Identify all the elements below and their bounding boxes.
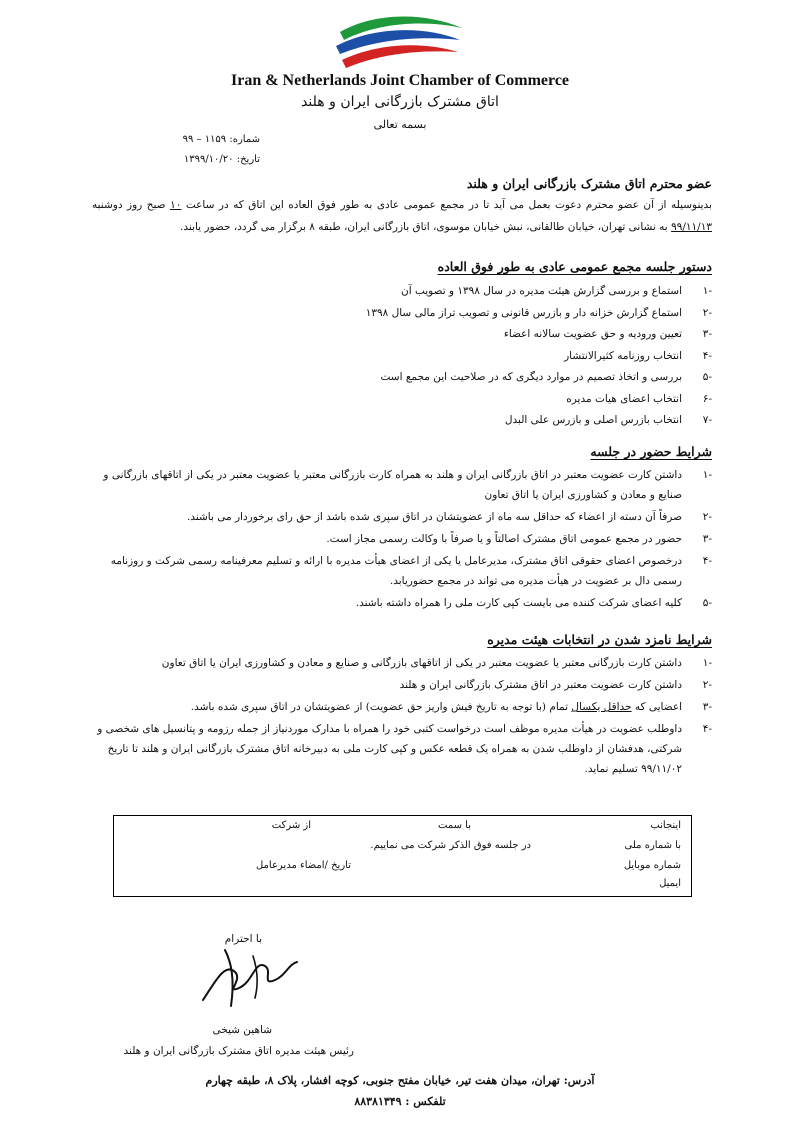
item-number: -۱ [702, 657, 712, 669]
list-item [82, 281, 712, 303]
form-undersigned-label: اینجانب [650, 820, 681, 831]
item-text: کلیه اعضای شرکت کننده می بایست کپی کارت ملی را همراه داشته باشند. [355, 597, 682, 609]
list-item [82, 719, 712, 779]
list-item [82, 653, 712, 673]
item-text: حضور در مجمع عمومی اتاق مشترک اصالتاً و یا صرفاً با وکالت رسمی مجاز است. [326, 533, 682, 545]
item-number: -۴ [702, 723, 712, 735]
item-number: -۵ [702, 371, 712, 383]
item-text: داشتن کارت عضویت معتبر در اتاق بازرگانی ایران و هلند به همراه کارت بازرگانی معتبر یا عضویت معتبر در یکی از اتاقهای بازرگانی و صنایع و معادن و کشاورزی ایران یا اتاق تعاون [103, 469, 682, 501]
list-item [82, 593, 712, 613]
list-item [82, 551, 712, 591]
list-item [82, 465, 712, 505]
item-text: داوطلب عضویت در هیأت مدیره موظف است درخواست کتبی خود را همراه با مدارک موردنیاز از جمله رزومه و پتانسیل های شخصی و شرکتی، هدفشان از داوطلب شدن به همراه یک قطعه عکس و کپی کارت ملی به دبیرخانه اتاق مشترک بازرگانی ایران و هلند تا تاریخ ۹۹/۱۱/۰۲ تسلیم نماید. [97, 723, 682, 775]
agenda-title: دستور جلسه مجمع عمومی عادی به طور فوق العاده [437, 259, 712, 274]
list-item [82, 697, 712, 717]
list-item [82, 389, 712, 411]
letter-date: تاریخ: ۱۳۹۹/۱۰/۲۰ [183, 154, 260, 165]
form-email-label: ایمیل [659, 878, 681, 889]
item-text-after: تمام (با توجه به تاریخ فیش واریز حق عضویت) از عضویتشان در اتاق سپری شده باشد. [190, 701, 572, 713]
item-text: استماع و بررسی گزارش هیئت مدیره در سال ۱۳۹۸ و تصویب آن [400, 285, 682, 297]
item-number: -۶ [702, 392, 712, 405]
item-number: -۵ [702, 597, 712, 609]
item-number: -۴ [702, 349, 712, 362]
chamber-logo-icon [330, 10, 470, 70]
item-text: انتخاب روزنامه کثیرالانتشار [564, 349, 682, 362]
intro-part3: به نشانی تهران، خیابان طالقانی، نبش خیابان موسوی، اتاق بازرگانی ایران، طبقه ۸ برگزار می گردد، حضور یابند. [180, 221, 672, 233]
intro-paragraph [92, 194, 712, 238]
item-text-before: اعضایی که [631, 701, 682, 713]
greeting: عضو محترم اتاق مشترک بازرگانی ایران و هلند [466, 176, 712, 191]
intro-part1: بدینوسیله از آن عضو محترم دعوت بعمل می آید تا در مجمع عمومی عادی به طور فوق العاده این اتاق که در ساعت [181, 199, 712, 211]
nomination-list [82, 653, 712, 779]
participation-form-box [113, 815, 692, 897]
signer-name: شاهین شیخی [212, 1024, 272, 1036]
item-text: صرفاً آن دسته از اعضاء که حداقل سه ماه از عضویتشان در اتاق سپری شده باشد از حق رای برخوردار می باشند. [186, 511, 682, 523]
item-text-underlined: حداقل یکسال [571, 701, 632, 713]
form-attend-text: در جلسه فوق الذکر شرکت می نماییم. [370, 840, 531, 851]
list-item [82, 303, 712, 325]
form-company-label: از شرکت [271, 820, 311, 831]
intro-hour: ۱۰ [170, 199, 182, 211]
item-text: داشتن کارت عضویت معتبر در اتاق مشترک بازرگانی ایران و هلند [399, 679, 682, 691]
closing-regards: با احترام [224, 933, 262, 945]
item-text: انتخاب بازرس اصلی و بازرس علی البدل [504, 414, 682, 426]
list-item [82, 675, 712, 695]
item-text: داشتن کارت بازرگانی معتبر یا عضویت معتبر در یکی از اتاقهای بازرگانی و صنایع و معادن و کشاورزی ایران یا اتاق تعاون [161, 657, 682, 669]
item-number: -۳ [702, 328, 712, 340]
item-number: -۳ [702, 533, 712, 545]
item-number: -۲ [702, 511, 712, 523]
intro-part2: صبح روز دوشنبه [92, 199, 171, 211]
form-date-signature-label: تاریخ /امضاء مدیرعامل [255, 860, 351, 871]
signer-title: رئیس هیئت مدیره اتاق مشترک بازرگانی ایران و هلند [123, 1045, 354, 1057]
list-item [82, 324, 712, 346]
list-item [82, 367, 712, 389]
item-number: -۱ [702, 469, 712, 481]
list-item [82, 529, 712, 549]
item-number: -۷ [702, 414, 712, 426]
item-number: -۲ [702, 679, 712, 691]
item-text: انتخاب اعضای هیات مدیره [566, 392, 682, 405]
item-text: درخصوص اعضای حقوقی اتاق مشترک، مدیرعامل یا یکی از اعضای هیأت مدیره با ارائه و تسلیم معرفینامه رسمی شرکت و روزنامه رسمی دال بر عضویت در هیأت مدیره می تواند در مجمع حضوریابد. [110, 555, 682, 587]
list-item [82, 346, 712, 368]
letter-number: شماره: ۱۱۵۹ – ۹۹ [182, 134, 260, 145]
intro-date: ۹۹/۱۱/۱۳ [671, 221, 712, 233]
item-text: بررسی و اتخاذ تصمیم در موارد دیگری که در صلاحیت این مجمع است [380, 371, 682, 383]
item-number: -۱ [702, 285, 712, 297]
item-text: تعیین ورودیه و حق عضویت سالانه اعضاء [503, 328, 682, 340]
signature-icon [195, 942, 305, 1012]
bismillah: بسمه تعالی [373, 118, 427, 131]
footer-address: آدرس: تهران، میدان هفت تیر، خیابان مفتح جنوبی، کوچه افشار، پلاک ۸، طبقه چهارم [205, 1074, 595, 1087]
form-position-label: با سمت [438, 820, 471, 831]
list-item [82, 507, 712, 527]
footer-fax: تلفکس : ۸۸۳۸۱۳۴۹ [354, 1095, 446, 1108]
agenda-list [82, 281, 712, 432]
item-number: -۴ [702, 555, 712, 567]
attendance-title: شرایط حضور در جلسه [590, 444, 712, 459]
item-text: استماع گزارش خزانه دار و بازرس قانونی و تصویب تراز مالی سال ۱۳۹۸ [365, 306, 682, 319]
nomination-title: شرایط نامزد شدن در انتخابات هیئت مدیره [487, 632, 712, 647]
form-national-id-label: با شماره ملی [624, 840, 681, 851]
list-item [82, 410, 712, 432]
item-number: -۳ [702, 701, 712, 713]
item-number: -۲ [702, 306, 712, 319]
org-name-en: Iran & Netherlands Joint Chamber of Commerce [230, 72, 570, 89]
org-name-fa: اتاق مشترک بازرگانی ایران و هلند [301, 94, 499, 110]
form-mobile-label: شماره موبایل [623, 860, 681, 871]
attendance-list [82, 465, 712, 613]
